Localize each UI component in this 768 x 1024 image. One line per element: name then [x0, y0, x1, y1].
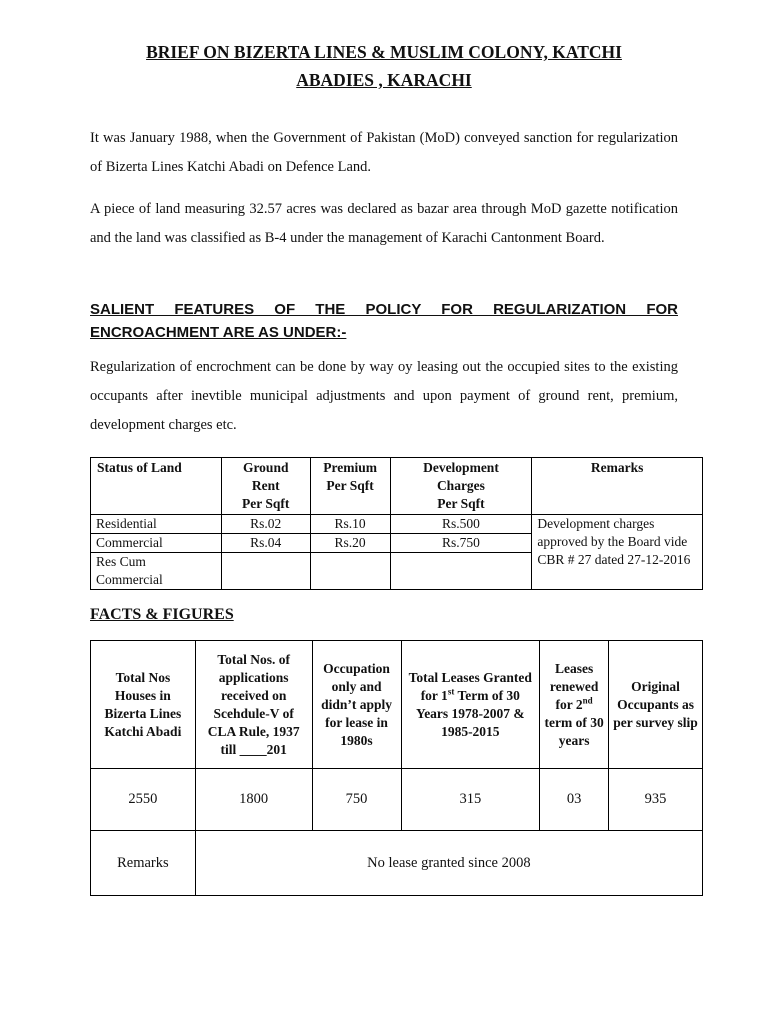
header-leases-first-rest: Term of 30 Years 1978-2007 & 1985-2015	[415, 687, 525, 739]
ground-rent-cell: Rs.04	[221, 534, 310, 553]
table-row	[91, 515, 703, 534]
header-leases-first-sup: st	[447, 686, 455, 696]
header-development	[390, 458, 532, 515]
policy-paragraph: Regularization of encrochment can be done by way oy leasing out the occupied sites to the existing occupants after inevtible municipal adjustments and upon payment of ground rent, premium, development charges etc.	[90, 359, 678, 433]
header-leases-renewed	[540, 641, 609, 769]
header-remarks: Remarks	[532, 458, 703, 515]
policy-header-row	[91, 458, 703, 515]
value-occupation: 750	[312, 769, 401, 831]
header-development-l1: Development	[423, 460, 499, 475]
header-renewed-rest: term of 30 years	[544, 714, 604, 748]
intro-paragraph: It was January 1988, when the Government of Pakistan (MoD) conveyed sanction for regularization of Bizerta Lines Katchi Abadi on Defence Land.	[90, 130, 678, 175]
page-title	[90, 38, 678, 94]
header-premium	[310, 458, 390, 515]
premium-cell	[310, 553, 390, 590]
title-line-2: ABADIES , KARACHI	[296, 70, 472, 90]
header-ground-rent-l3: Per Sqft	[242, 496, 290, 511]
remarks-cell: Development charges approved by the Board vide CBR # 27 dated 27-12-2016	[532, 515, 703, 590]
title-line-1: BRIEF ON BIZERTA LINES & MUSLIM COLONY, KATCHI	[146, 42, 622, 62]
header-ground-rent-l2: Rent	[251, 478, 280, 493]
value-original-occupants: 935	[609, 769, 703, 831]
header-total-houses: Total Nos Houses in Bizerta Lines Katchi Abadi	[91, 641, 196, 769]
value-applications: 1800	[195, 769, 312, 831]
header-renewed-text: Leases renewed for 2	[549, 660, 599, 712]
facts-heading: FACTS & FIGURES	[90, 606, 234, 623]
facts-header-row	[91, 641, 703, 769]
header-premium-l1: Premium	[323, 460, 377, 475]
development-cell	[390, 553, 532, 590]
ground-rent-cell	[221, 553, 310, 590]
header-premium-l2: Per Sqft	[326, 478, 374, 493]
status-cell: Commercial	[91, 534, 222, 553]
header-applications: Total Nos. of applications received on Scehdule-V of CLA Rule, 1937 till ____201	[195, 641, 312, 769]
facts-values-row	[91, 769, 703, 831]
header-leases-first-text: Total Leases Granted for 1	[408, 669, 532, 703]
development-cell: Rs.500	[390, 515, 532, 534]
value-leases-first-term: 315	[401, 769, 540, 831]
land-paragraph: A piece of land measuring 32.57 acres was declared as bazar area through MoD gazette notification and the land was classified as B-4 under the management of Karachi Cantonment Board.	[90, 201, 678, 246]
status-cell: Residential	[91, 515, 222, 534]
header-leases-first-term	[401, 641, 540, 769]
value-leases-renewed: 03	[540, 769, 609, 831]
header-development-l2: Charges	[436, 478, 485, 493]
facts-table	[90, 640, 703, 896]
header-status: Status of Land	[91, 458, 222, 515]
remarks-value: No lease granted since 2008	[195, 831, 702, 896]
development-cell: Rs.750	[390, 534, 532, 553]
status-cell: Res Cum Commercial	[91, 553, 222, 590]
header-ground-rent	[221, 458, 310, 515]
header-original-occupants: Original Occupants as per survey slip	[609, 641, 703, 769]
header-development-l3: Per Sqft	[437, 496, 485, 511]
header-renewed-sup: nd	[582, 695, 593, 705]
premium-cell: Rs.20	[310, 534, 390, 553]
header-occupation: Occupation only and didn’t apply for lease in 1980s	[312, 641, 401, 769]
header-ground-rent-l1: Ground	[242, 460, 289, 475]
facts-remarks-row	[91, 831, 703, 896]
policy-table	[90, 457, 703, 590]
ground-rent-cell: Rs.02	[221, 515, 310, 534]
value-total-houses: 2550	[91, 769, 196, 831]
policy-heading: SALIENT FEATURES OF THE POLICY FOR REGULARIZATION FOR ENCROACHMENT ARE AS UNDER:-	[90, 301, 678, 341]
remarks-label: Remarks	[91, 831, 196, 896]
premium-cell: Rs.10	[310, 515, 390, 534]
